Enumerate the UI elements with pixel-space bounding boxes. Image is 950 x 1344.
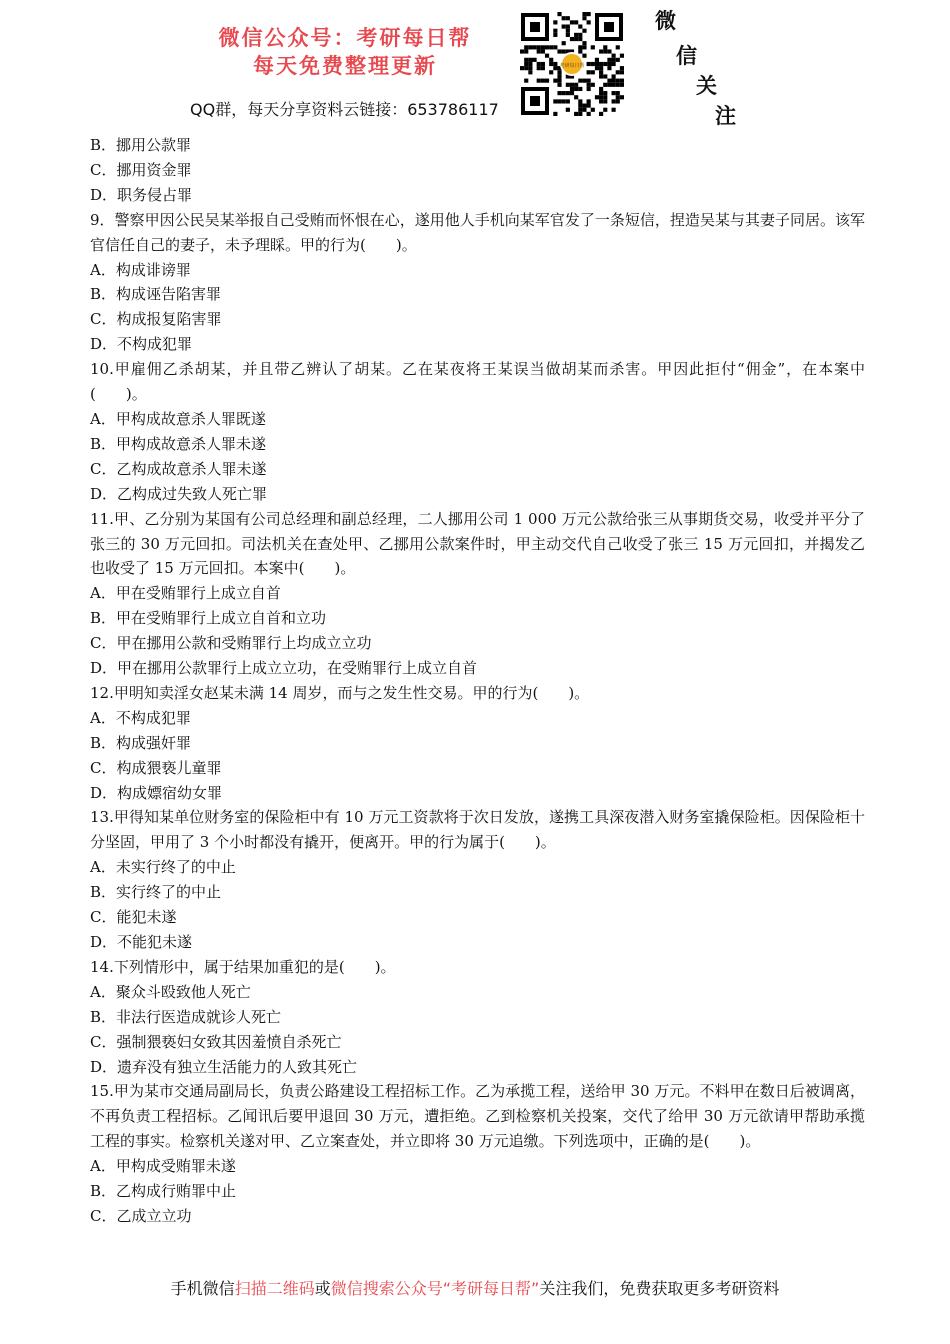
qr-module [612,79,616,83]
qr-module [557,99,561,103]
qr-module [553,62,557,66]
question-stem: 12.甲明知卖淫女赵某未满 14 周岁，而与之发生性交易。甲的行为( )。 [90,683,590,702]
qr-module [616,45,620,49]
qr-module [557,79,561,83]
qr-module [599,70,603,74]
qr-module [595,62,599,66]
answer-option: C．乙成立立功 [90,1206,192,1225]
qr-module [532,45,536,49]
qr-module [562,24,566,28]
qr-module [537,62,541,66]
qr-module [612,58,616,62]
qr-module [578,87,582,91]
answer-option: B．甲构成故意杀人罪未遂 [90,434,267,453]
answer-option: D．遗弃没有独立生活能力的人致其死亡 [90,1057,358,1076]
qr-module [553,66,557,70]
question-stem: 14.下列情形中，属于结果加重犯的是( )。 [90,957,396,976]
qr-module [587,79,591,83]
qr-module [566,16,570,20]
qr-module [620,66,624,70]
answer-option: D．甲在挪用公款罪行上成立立功，在受贿罪行上成立自首 [90,659,478,678]
qr-module [591,83,595,87]
qr-module [570,87,574,91]
qr-module [541,79,545,83]
qr-module [603,83,607,87]
qr-module [599,95,603,99]
qr-module [616,91,620,95]
document-body [90,133,865,1229]
qr-module [616,83,620,87]
qr-module [607,79,611,83]
vertical-char-2: 信 [676,44,697,68]
qr-module [607,83,611,87]
qr-module [574,37,578,41]
qr-module [541,49,545,53]
qr-module [570,37,574,41]
qr-module [524,58,528,62]
qr-module [578,33,582,37]
answer-option: C．乙构成故意杀人罪未遂 [90,459,267,478]
qr-module [574,20,578,24]
qr-module [578,79,582,83]
answer-option: C．构成猥亵儿童罪 [90,758,222,777]
qr-module [612,108,616,112]
qr-module [582,41,586,45]
qr-module [520,66,524,70]
qr-module [545,54,549,58]
qr-module [616,79,620,83]
qr-module [553,99,557,103]
qr-module [582,12,586,16]
qr-module [582,108,586,112]
answer-option: D．职务侵占罪 [90,185,193,204]
qr-logo-text: 考研每日帮 [559,63,585,69]
answer-option: C．强制猥亵妇女致其因羞愤自杀死亡 [90,1032,342,1051]
qr-module [528,45,532,49]
qr-module [582,16,586,20]
qr-module [603,91,607,95]
answer-option: B．非法行医造成就诊人死亡 [90,1007,282,1026]
qr-module [578,104,582,108]
qr-module [616,58,620,62]
question-stem: 11.甲、乙分别为某国有公司总经理和副总经理，二人挪用公司 1 000 万元公款给张三从事期货交易，收受并平分了张三的 30 万元回扣。司法机关在查处甲、乙挪用公款案件时，甲主动交代自己收受了张三 15 万元回扣，并揭发乙也收受了 15 万元回扣。本案中( )。 [90,509,865,578]
qq-group-line: QQ群，每天分享资料云链接：653786117 [190,100,499,119]
qr-module [570,20,574,24]
qr-module [524,45,528,49]
qr-module [599,62,603,66]
qr-module [553,45,557,49]
answer-option: A．不构成犯罪 [90,708,191,727]
qr-module [562,41,566,45]
qr-module [541,45,545,49]
footer-banner [0,1276,950,1299]
qr-module [599,87,603,91]
qr-module [537,45,541,49]
qr-module [574,33,578,37]
qr-module [587,83,591,87]
qr-module [599,49,603,53]
answer-option: A．未实行终了的中止 [90,858,236,877]
answer-option: A．甲构成受贿罪未遂 [90,1157,236,1176]
qr-module [612,74,616,78]
footer-text-4: 微信搜索公众号“考研每日帮” [330,1279,540,1298]
answer-option: A．构成诽谤罪 [90,260,191,279]
promo-subtitle: 每天免费整理更新 [253,54,437,78]
qr-module [612,99,616,103]
answer-option: B．挪用公款罪 [90,136,192,154]
qr-module [582,79,586,83]
qr-module [578,24,582,28]
qr-module [557,83,561,87]
qr-module [582,45,586,49]
qr-module [549,58,553,62]
answer-option: C．挪用资金罪 [90,160,192,179]
answer-option: D．不构成犯罪 [90,335,193,354]
qr-module [587,12,591,16]
qr-module [587,70,591,74]
answer-option: A．甲构成故意杀人罪既遂 [90,409,266,428]
qr-module [553,29,557,33]
qr-module [587,104,591,108]
qr-module [570,83,574,87]
qr-module [549,70,553,74]
qr-module [566,83,570,87]
qr-module [587,112,591,116]
qr-module [541,62,545,66]
footer-text-1: 手机微信 [170,1279,235,1298]
qr-module [537,66,541,70]
qr-module [553,20,557,24]
qr-module [607,49,611,53]
qr-module [620,70,624,74]
qr-module [549,62,553,66]
qr-module [557,70,561,74]
answer-option: D．乙构成过失致人死亡罪 [90,484,268,503]
qr-module [545,79,549,83]
answer-option: D．构成嫖宿幼女罪 [90,783,223,802]
vertical-char-1: 微 [655,9,676,33]
qr-module [574,83,578,87]
answer-option: C．构成报复陷害罪 [90,310,222,329]
answer-option: B．甲在受贿罪行上成立自首和立功 [90,609,327,628]
footer-text-2: 扫描二维码 [234,1279,315,1298]
qr-module [574,95,578,99]
qr-module [578,108,582,112]
qr-module [599,112,603,116]
footer-text-3: 或 [314,1279,331,1298]
qr-module [557,49,561,53]
answer-option: D．不能犯未遂 [90,933,193,951]
qr-module [545,45,549,49]
qr-module [528,66,532,70]
qr-module [562,99,566,103]
qr-module [603,95,607,99]
answer-option: C．甲在挪用公款和受贿罪行上均成立立功 [90,634,372,653]
qr-module [566,24,570,28]
question-stem: 13.甲得知某单位财务室的保险柜中有 10 万元工资款将于次日发放，遂携工具深夜潜入财务室撬保险柜。因保险柜十分坚固，甲用了 3 个小时都没有撬开，便离开。甲的行为属于( )。 [90,808,865,852]
qr-module [537,49,541,53]
qr-module [587,87,591,91]
qr-module [557,74,561,78]
qr-module [620,95,624,99]
qr-module [599,91,603,95]
qr-module [587,99,591,103]
qr-module [570,91,574,95]
qr-module [524,62,528,66]
qr-module [620,83,624,87]
qr-module [603,45,607,49]
qr-module [595,95,599,99]
qr-module [566,108,570,112]
answer-option: B．乙构成行贿罪中止 [90,1182,237,1201]
qr-module [587,20,591,24]
qr-module [582,104,586,108]
qr-code-image [520,12,624,116]
qr-module [566,91,570,95]
qr-module [528,58,532,62]
qr-module [603,74,607,78]
qr-module [591,62,595,66]
vertical-char-3: 关 [696,74,717,98]
question-stem: 15.甲为某市交通局副局长，负责公路建设工程招标工作。乙为承揽工程，送给甲 30 万元。不料甲在数日后被调离，不再负责工程招标。乙闻讯后要甲退回 30 万元，遭拒绝。乙到检察机关投案，交代了给甲 30 万元欲请甲帮助承揽工程的事实。检察机关遂对甲、乙立案查处，并立即将 30 万元追缴。下列选项中，正确的是( )。 [90,1082,865,1151]
qr-module [553,79,557,83]
qr-module [578,45,582,49]
qr-module [537,79,541,83]
qr-module [562,91,566,95]
qr-module [591,45,595,49]
qr-module [578,99,582,103]
answer-option: A．聚众斗殴致他人死亡 [90,982,251,1001]
qr-module [603,108,607,112]
qr-module [562,16,566,20]
qr-module [607,66,611,70]
qr-module [578,37,582,41]
qr-module [520,49,524,53]
qr-module [599,66,603,70]
qr-module [607,58,611,62]
qr-module [566,99,570,103]
qr-module [562,49,566,53]
qr-module [616,95,620,99]
answer-option: A．甲在受贿罪行上成立自首 [90,584,281,603]
qr-module [599,99,603,103]
qr-module [616,99,620,103]
promo-title: 微信公众号：考研每日帮 [218,26,472,50]
qr-module [566,33,570,37]
answer-option: B．实行终了的中止 [90,883,222,902]
qr-module [549,45,553,49]
qr-module [599,74,603,78]
qr-module [612,54,616,58]
qr-module [557,12,561,16]
qr-module [620,54,624,58]
qr-module [587,62,591,66]
qr-module [524,49,528,53]
qr-module [528,70,532,74]
qr-module [524,66,528,70]
qr-module [541,66,545,70]
qr-module [553,112,557,116]
qr-module [553,33,557,37]
qr-module [612,62,616,66]
qr-module [616,70,620,74]
vertical-char-4: 注 [715,104,736,128]
qr-module [595,58,599,62]
qr-module [582,54,586,58]
question-stem: 9．警察甲因公民吴某举报自己受贿而怀恨在心，遂用他人手机向某军官发了一条短信，捏造吴某与其妻子同居。该军官信任自己的妻子，未予理睬。甲的行为( )。 [90,210,865,254]
answer-option: B．构成强奸罪 [90,733,192,752]
qr-module [591,70,595,74]
answer-option: C．能犯未遂 [90,908,177,927]
qr-module [612,83,616,87]
qr-module [603,99,607,103]
footer-text-5: 关注我们，免费获取更多考研资料 [539,1279,780,1298]
qr-module [620,79,624,83]
qr-module [574,112,578,116]
qr-module [578,112,582,116]
qr-module [607,62,611,66]
answer-option: B．构成诬告陷害罪 [90,285,222,304]
qr-module [612,91,616,95]
qr-module [528,62,532,66]
qr-module [603,62,607,66]
qr-module [524,79,528,83]
qr-module [578,49,582,53]
qr-module [566,29,570,33]
qr-module [603,49,607,53]
qr-module [595,66,599,70]
qr-module [532,58,536,62]
qr-module [582,29,586,33]
qr-module [557,91,561,95]
qr-module [574,87,578,91]
qr-module [591,108,595,112]
question-stem: 10.甲雇佣乙杀胡某，并且带乙辨认了胡某。乙在某夜将王某误当做胡某而杀害。甲因此拒付“佣金”，在本案中( )。 [90,360,865,404]
